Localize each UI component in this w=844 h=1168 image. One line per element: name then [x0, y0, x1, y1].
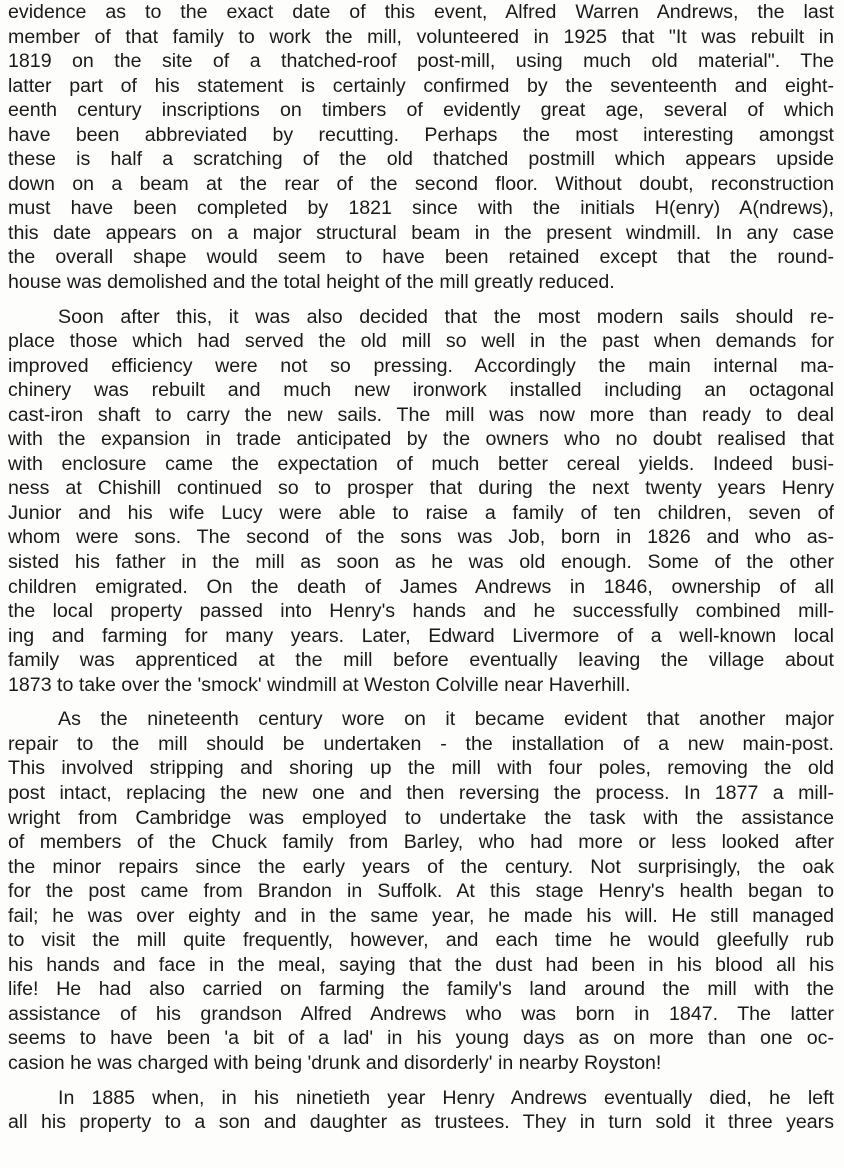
text-line: 1819 on the site of a thatched-roof post-mill, using much old material". The: [8, 50, 834, 73]
text-line: with the expansion in trade anticipated by the owners who no doubt realised that: [8, 428, 834, 451]
text-line: fail; he was over eighty and in the same year, he made his will. He still managed: [8, 904, 834, 927]
text-line: of members of the Chuck family from Barley, who had more or less looked after: [8, 831, 834, 854]
text-line: down on a beam at the rear of the second floor. Without doubt, reconstruction: [8, 172, 834, 195]
text-line: As the nineteenth century wore on it became evident that another major: [58, 708, 834, 731]
text-line: ing and farming for many years. Later, Edward Livermore of a well-known local: [8, 624, 834, 647]
text-line: assistance of his grandson Alfred Andrews who was born in 1847. The latter: [8, 1002, 834, 1025]
text-line: children emigrated. On the death of James Andrews in 1846, ownership of all: [8, 575, 834, 598]
text-line: chinery was rebuilt and much new ironwork installed including an octagonal: [8, 379, 834, 402]
paragraph-3: [8, 707, 834, 1075]
text-line: all his property to a son and daughter as trustees. They in turn sold it three years: [8, 1111, 834, 1134]
text-line: improved efficiency were not so pressing. Accordingly the main internal ma-: [8, 354, 834, 377]
text-line: eenth century inscriptions on timbers of evidently great age, several of which: [8, 99, 834, 122]
text-line: have been abbreviated by recutting. Perhaps the most interesting amongst: [8, 123, 834, 146]
text-line: must have been completed by 1821 since with the initials H(enry) A(ndrews),: [8, 197, 834, 220]
text-line: casion he was charged with being 'drunk and disorderly' in nearby Royston!: [8, 1051, 662, 1074]
text-line: member of that family to work the mill, volunteered in 1925 that "It was rebuilt in: [8, 25, 834, 48]
text-line: ness at Chishill continued so to prosper that during the next twenty years Henry: [8, 477, 834, 500]
text-line: these is half a scratching of the old thatched postmill which appears upside: [8, 148, 834, 171]
text-line: This involved stripping and shoring up the mill with four poles, removing the old: [8, 757, 834, 780]
body-text: [8, 0, 834, 1145]
text-line: sisted his father in the mill as soon as he was old enough. Some of the other: [8, 551, 834, 574]
text-line: the local property passed into Henry's hands and he successfully combined mill-: [8, 600, 834, 623]
text-line: repair to the mill should be undertaken - the installation of a new main-post.: [8, 732, 834, 755]
text-line: place those which had served the old mill so well in the past when demands for: [8, 330, 834, 353]
text-line: 1873 to take over the 'smock' windmill at Weston Colville near Haverhill.: [8, 673, 631, 696]
text-line: the overall shape would seem to have been retained except that the round-: [8, 246, 834, 269]
text-line: cast-iron shaft to carry the new sails. The mill was now more than ready to deal: [8, 403, 834, 426]
paragraph-2: [8, 305, 834, 698]
text-line: wright from Cambridge was employed to undertake the task with the assistance: [8, 806, 834, 829]
text-line: evidence as to the exact date of this event, Alfred Warren Andrews, the last: [8, 1, 834, 23]
text-line: family was apprenticed at the mill before eventually leaving the village about: [8, 649, 834, 672]
text-line: his hands and face in the meal, saying that the dust had been in his blood all his: [8, 953, 834, 976]
text-line: post intact, replacing the new one and then reversing the process. In 1877 a mill-: [8, 781, 834, 804]
text-line: whom were sons. The second of the sons was Job, born in 1826 and who as-: [8, 526, 834, 549]
text-line: the minor repairs since the early years of the century. Not surprisingly, the oak: [8, 855, 834, 878]
text-line: for the post came from Brandon in Suffolk. At this stage Henry's health began to: [8, 880, 834, 903]
text-line: In 1885 when, in his ninetieth year Henry Andrews eventually died, he left: [58, 1086, 834, 1109]
text-line: to visit the mill quite frequently, however, and each time he would gleefully rub: [8, 929, 834, 952]
text-line: this date appears on a major structural beam in the present windmill. In any case: [8, 221, 834, 244]
text-line: house was demolished and the total height of the mill greatly reduced.: [8, 271, 615, 294]
text-line: with enclosure came the expectation of much better cereal yields. Indeed busi-: [8, 452, 834, 475]
paragraph-1: [8, 0, 834, 295]
text-line: latter part of his statement is certainly confirmed by the seventeenth and eight-: [8, 74, 834, 97]
text-line: Junior and his wife Lucy were able to raise a family of ten children, seven of: [8, 501, 834, 524]
paragraph-4: [8, 1086, 834, 1135]
text-line: Soon after this, it was also decided that the most modern sails should re-: [58, 305, 834, 328]
text-line: life! He had also carried on farming the family's land around the mill with the: [8, 978, 834, 1001]
text-line: seems to have been 'a bit of a lad' in his young days as on more than one oc-: [8, 1027, 834, 1050]
